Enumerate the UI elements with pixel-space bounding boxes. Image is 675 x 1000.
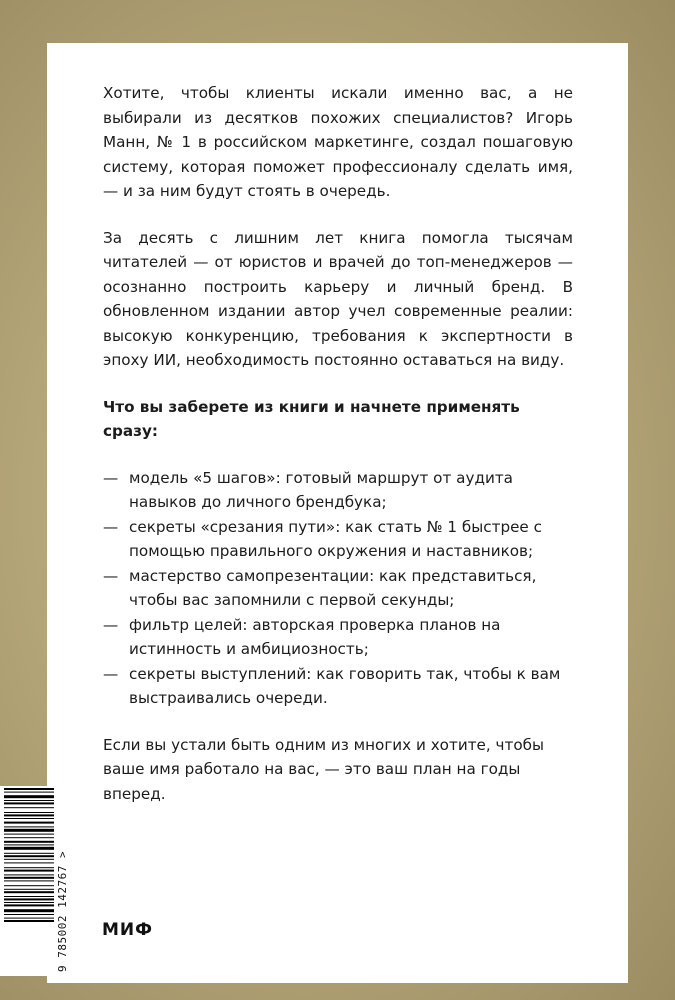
isbn-barcode [0,786,74,976]
barcode-bar [4,859,54,860]
barcode-bar [4,874,54,875]
barcode-bar [4,853,54,854]
barcode-bar [4,880,54,881]
barcode-bar [4,788,54,790]
publisher-logo: МИФ [102,920,154,940]
barcode-bar [4,889,54,890]
barcode-bar [4,826,54,827]
dash-marker: — [103,566,119,585]
cover-text [103,81,573,806]
barcode-bar [4,904,54,906]
barcode-bar [4,802,54,804]
list-item-text: секреты «срезания пути»: как стать № 1 быстрее с помощью правильного окружения и наставников; [129,517,542,560]
barcode-bar [4,891,54,893]
barcode-bar [4,847,54,850]
list-item-text: секреты выступлений: как говорить так, чтобы к вам выстраивались очереди. [129,664,561,707]
intro-paragraph-2: За десять с лишним лет книга помогла тысячам читателей — от юристов и врачей до топ-менеджеров — осознанно построить карьеру и личный бренд. В обновленном издании автор учел современные реалии: высокую конкуренцию, требования к экспертности в эпоху ИИ, необходимость постоянно оставаться на виду. [103,228,573,369]
barcode-bar [4,914,54,915]
closing-paragraph: Если вы устали быть одним из многих и хотите, чтобы ваше имя работало на вас, — это ваш план на годы вперед. [103,735,545,803]
barcode-bar [4,844,54,845]
barcode-bar [4,877,54,879]
barcode-bar [4,855,54,857]
list-item [103,613,573,662]
barcode-bar [4,812,54,813]
dash-marker: — [103,615,119,634]
barcode-bar [4,807,54,808]
barcode-bar [4,909,54,912]
barcode-bar [4,870,54,872]
list-heading: Что вы заберете из книги и начнете применять сразу: [103,397,520,440]
barcode-bar [4,792,54,793]
list-item [103,662,573,711]
barcode-bar [4,920,54,922]
list-item [103,466,573,515]
dash-marker: — [103,664,119,683]
barcode-bar [4,818,54,819]
barcode-bar [4,862,54,863]
dash-marker: — [103,517,119,536]
list-item [103,564,573,613]
barcode-bar [4,814,54,816]
list-item-text: фильтр целей: авторская проверка планов на истинность и амбициозность; [129,615,501,658]
barcode-bar [4,829,54,832]
barcode-bar [4,902,54,903]
barcode-bar [4,800,54,801]
list-item-text: модель «5 шагов»: готовый маршрут от аудита навыков до личного брендбука; [129,468,513,511]
barcode-bar [4,834,54,835]
barcode-bar [4,837,54,838]
isbn-digits: 9 785002 142767 > [56,850,69,972]
barcode-bar [4,898,54,900]
dash-marker: — [103,468,119,487]
barcode-bar [4,795,54,798]
barcode-bar [4,822,54,824]
benefits-list [103,466,573,711]
barcode-bar [4,896,54,897]
barcode-bars [4,788,54,970]
barcode-bar [4,841,54,843]
list-item [103,515,573,564]
barcode-bar [4,885,54,886]
barcode-bar [4,867,54,868]
intro-paragraph-1: Хотите, чтобы клиенты искали именно вас, а не выбирали из десятков похожих специалистов? Игорь Манн, № 1 в российском маркетинге, создал пошаговую систему, которая поможет профессионалу сделать имя, — и за ним будут стоять в очередь. [103,84,573,200]
barcode-bar [4,918,54,919]
list-item-text: мастерство самопрезентации: как представиться, чтобы вас запомнили с первой секунды; [129,566,537,609]
back-cover-panel [47,43,628,983]
